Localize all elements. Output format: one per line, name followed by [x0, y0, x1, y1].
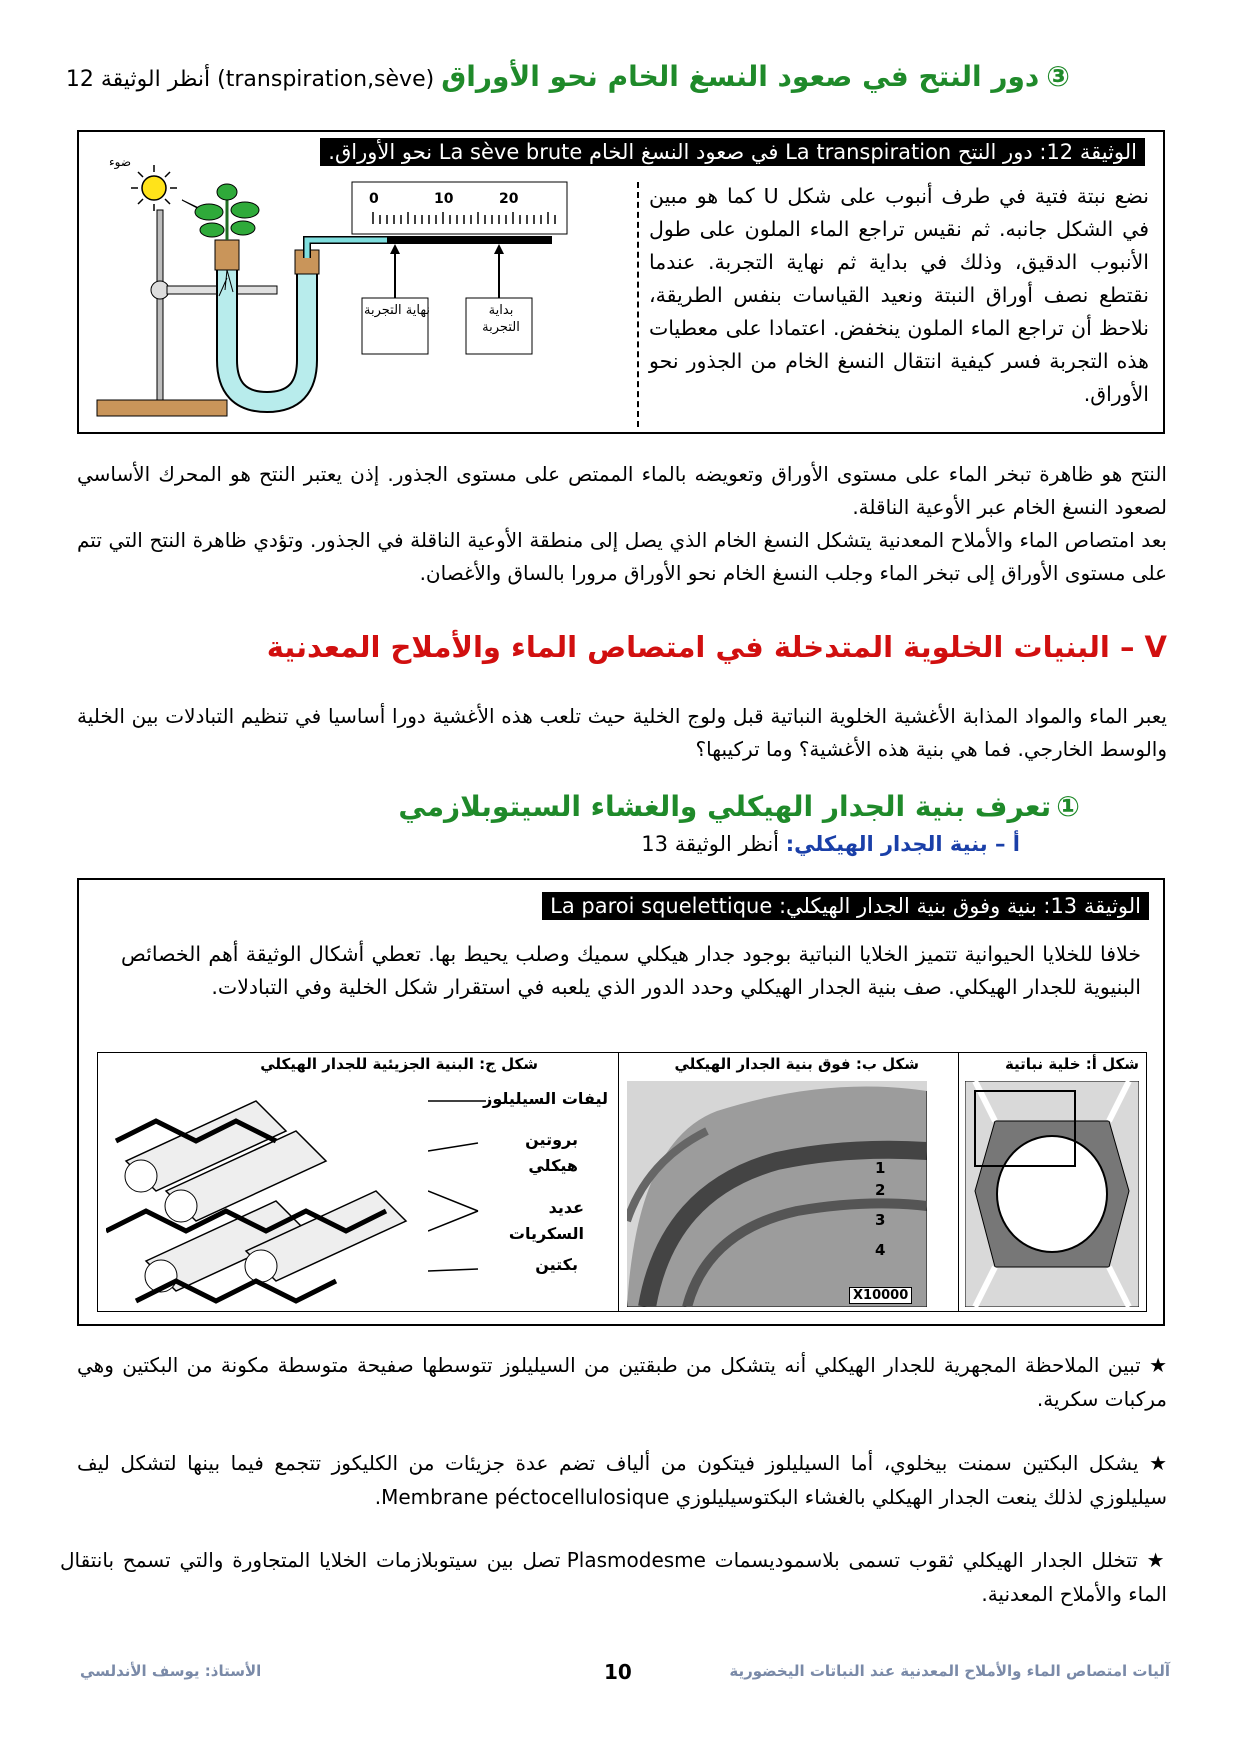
fig-a-panel: [958, 1053, 1147, 1311]
fig-c-title: شكل ج: البنية الجزيئية للجدار الهيكلي: [260, 1055, 538, 1073]
scale-0: 0: [369, 191, 379, 207]
u-tube-water: [227, 260, 307, 402]
bullet-1: ★ تبين الملاحظة المجهرية للجدار الهيكلي أنه يتشكل من طبقتين من السيليلوز تتوسطها صفيحة متوسطة مكونة من البكتين وهي مركبات سكرية.: [77, 1353, 1167, 1411]
fig-c-panel: [98, 1053, 618, 1311]
transpiration-paragraph: [77, 458, 1167, 590]
section1-number: ①: [1056, 790, 1080, 823]
footer-author: الأستاذ: يوسف الأندلسي: [80, 1662, 262, 1680]
micrograph-number-2: 2: [875, 1181, 886, 1199]
doc13-text: خلافا للخلايا الحيوانية تتميز الخلايا النباتية بوجود جدار هيكلي سميك وصلب يحيط بها. تعطي أشكال الوثيقة أهم الخصائص البنيوية للجدار الهيكلي. صف بنية الجدار الهيكلي وحدد الدور الذي يلعبه في استقرار شكل الخلية وفي التبادلات.: [121, 942, 1141, 999]
micrograph-number-4: 4: [875, 1241, 886, 1259]
micrograph-number-3: 3: [875, 1211, 886, 1229]
bullet-2: ★ يشكل البكتين سمنت بيخلوي، أما السيليلوز فيتكون من ألياف تضم عدة جزيئات من الكليكوز تتجمع فيما بينها لتشكل ليف سيليلوزي لذلك ينعت الجدار الهيكلي بالغشاء البكتوسيليلوزي Membrane péctocellulosique.: [77, 1451, 1167, 1509]
section3-french: (transpiration,sève): [217, 67, 435, 92]
fig-b-title: شكل ب: فوق بنية الجدار الهيكلي: [674, 1055, 919, 1073]
transpiration-para-1: النتح هو ظاهرة تبخر الماء على مستوى الأوراق وتعويضه بالماء الممتص على مستوى الجذور. إذن يعتبر النتح هو المحرك الأساسي لصعود النسغ الخام عبر الأوعية الناقلة.: [77, 462, 1167, 519]
doc13-box: [77, 878, 1165, 1326]
sectionV-title: V – البنيات الخلوية المتدخلة في امتصاص الماء والأملاح المعدنية: [266, 630, 1167, 664]
light-label: ضوء: [109, 155, 132, 169]
capillary-tube: [307, 240, 552, 258]
doc12-box: [77, 130, 1165, 434]
clamp: [151, 281, 169, 299]
footer-page-number: 10: [604, 1660, 632, 1684]
subsection-a-label: أ – بنية الجدار الهيكلي:: [785, 832, 1020, 856]
scale-10: 10: [434, 191, 454, 207]
plant-icon: [195, 184, 259, 240]
bullet-3: ★ تتخلل الجدار الهيكلي ثقوب تسمى بلاسموديسمات Plasmodesme تصل بين سيتوبلازمات الخلايا المتجاورة والتي تسمح بانتقال الماء والأملاح المعدنية.: [60, 1548, 1167, 1606]
section3-title: دور النتح في صعود النسغ الخام نحو الأوراق: [441, 60, 1040, 93]
end-arrow-head-icon: [390, 244, 400, 254]
label-pectin: بكتين: [535, 1255, 578, 1274]
plant-cell-figure: [965, 1081, 1139, 1307]
doc13-figures: [97, 1052, 1147, 1312]
stand-base: [97, 400, 227, 416]
section3-number: ③: [1046, 60, 1070, 93]
doc13-header: الوثيقة 13: بنية وفوق بنية الجدار الهيكلي: La paroi squelettique: [542, 892, 1149, 920]
micrograph-number-1: 1: [875, 1159, 886, 1177]
magnification-label: X10000: [849, 1287, 912, 1304]
section1-title: تعرف بنية الجدار الهيكلي والغشاء السيتوبلازمي: [398, 790, 1052, 823]
doc12-divider: [637, 182, 639, 427]
label-cellulose-fibrils: ليفات السيليلوز: [483, 1089, 608, 1108]
doc12-experiment-figure: [87, 140, 632, 428]
fig-c-pointers: [428, 1081, 488, 1307]
doc12-header: الوثيقة 12: دور النتح La transpiration في صعود النسغ الخام La sève brute نحو الأوراق.: [320, 138, 1145, 166]
section1-title-line: [300, 790, 1080, 823]
start-label: بداية التجربة: [482, 303, 520, 335]
section3-title-line: [60, 60, 1070, 93]
footer-course-title: آليات امتصاص الماء والأملاح المعدنية عند النباتات اليخضورية: [729, 1662, 1170, 1680]
scale-20: 20: [499, 191, 519, 207]
section3-ref: أنظر الوثيقة 12: [65, 67, 211, 92]
section1-subtitle: [400, 832, 1020, 856]
sun-icon: [131, 165, 177, 211]
transpiration-para-2: بعد امتصاص الماء والأملاح المعدنية يتشكل النسغ الخام الذي يصل إلى منطقة الأوعية الناقلة في الجذور. وتؤدي ظاهرة النتح التي تتم على مستوى الأوراق إلى تبخر الماء وجلب النسغ الخام نحو الأوراق مرورا بالساق والأغصان.: [77, 528, 1167, 585]
end-label: نهاية التجربة: [364, 303, 430, 318]
label-polysaccharides: عديد السكريات: [508, 1198, 584, 1243]
doc12-text: نضع نبتة فتية في طرف أنبوب على شكل U كما هو مبين في الشكل جانبه. ثم نقيس تراجع الماء الملون على طول الأنبوب الدقيق، وذلك في بداية ثم نهاية التجربة. عندما نقتطع نصف أوراق النبتة ونعيد القياسات بنفس الطريقة، نلاحظ أن تراجع الماء الملون ينخفض. اعتمادا على معطيات هذه التجربة فسر كيفية انتقال النسغ الخام من الجذور نحو الأوراق.: [649, 184, 1149, 406]
start-arrow-head-icon: [494, 244, 504, 254]
fig-b-panel: [618, 1053, 959, 1311]
sectionV-intro: يعبر الماء والمواد المذابة الأغشية الخلوية النباتية قبل ولوج الخلية حيث تلعب هذه الأغشية دورا أساسيا في تنظيم التبادلات بين الخلية والوسط الخارجي. فما هي بنية هذه الأغشية؟ وما تركيبها؟: [77, 704, 1167, 761]
label-structural-protein: بروتين هيكلي: [525, 1130, 578, 1175]
plant-pot: [215, 240, 239, 270]
molecular-structure-figure: [106, 1081, 436, 1307]
stand-rod: [157, 210, 163, 400]
fig-a-title: شكل أ: خلية نباتية: [1004, 1055, 1139, 1073]
subsection-a-ref: أنظر الوثيقة 13: [641, 832, 780, 856]
ruler: [352, 182, 567, 234]
